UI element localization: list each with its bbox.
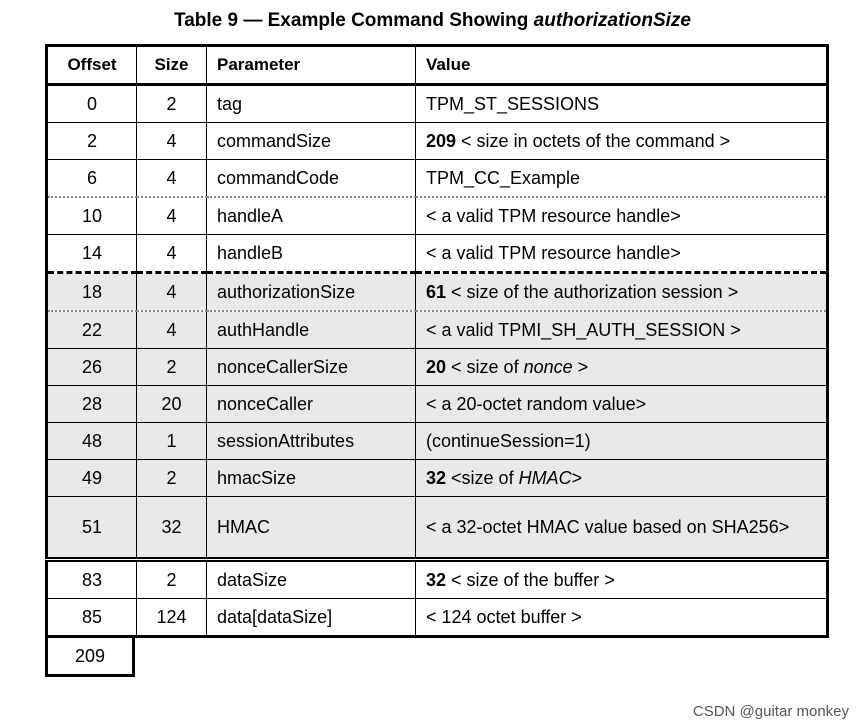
- offset-cell: 10: [47, 197, 137, 235]
- size-cell: 32: [137, 497, 207, 560]
- value-text: < size of the buffer >: [446, 569, 615, 590]
- offset-cell: 26: [47, 349, 137, 386]
- parameter-cell: handleA: [207, 197, 416, 235]
- header-parameter: Parameter: [207, 46, 416, 85]
- value-text: < a valid TPM resource handle>: [426, 205, 681, 226]
- command-table: [45, 44, 829, 638]
- value-cell: [416, 273, 828, 312]
- table-row: [47, 460, 828, 497]
- parameter-cell: nonceCaller: [207, 386, 416, 423]
- value-cell: [416, 386, 828, 423]
- size-cell: 2: [137, 460, 207, 497]
- parameter-cell: authorizationSize: [207, 273, 416, 312]
- total-offset: 209: [74, 645, 106, 666]
- value-text: < a valid TPMI_SH_AUTH_SESSION >: [426, 319, 741, 340]
- table-row: [47, 197, 828, 235]
- table-row: [47, 123, 828, 160]
- value-cell: [416, 497, 828, 560]
- size-cell: 4: [137, 273, 207, 312]
- size-cell: 124: [137, 599, 207, 637]
- size-cell: 4: [137, 235, 207, 273]
- value-text: < size of: [446, 356, 524, 377]
- size-cell: 2: [137, 85, 207, 123]
- offset-cell: 18: [47, 273, 137, 312]
- value-text: (continueSession=1): [426, 430, 591, 451]
- offset-cell: 2: [47, 123, 137, 160]
- parameter-cell: dataSize: [207, 560, 416, 599]
- parameter-cell: authHandle: [207, 311, 416, 349]
- offset-cell: 48: [47, 423, 137, 460]
- offset-cell: 28: [47, 386, 137, 423]
- value-cell: [416, 160, 828, 198]
- header-offset: Offset: [47, 46, 137, 85]
- size-cell: 1: [137, 423, 207, 460]
- value-text: TPM_ST_SESSIONS: [426, 93, 600, 114]
- value-text: < 124 octet buffer >: [426, 606, 582, 627]
- table-row: [47, 560, 828, 599]
- offset-cell: 51: [47, 497, 137, 560]
- parameter-cell: commandCode: [207, 160, 416, 198]
- total-row: [45, 638, 135, 677]
- offset-cell: 14: [47, 235, 137, 273]
- table-row: [47, 349, 828, 386]
- table-row: [47, 386, 828, 423]
- parameter-cell: sessionAttributes: [207, 423, 416, 460]
- offset-cell: 0: [47, 85, 137, 123]
- value-cell: [416, 197, 828, 235]
- value-text: < a 32-octet HMAC value based on SHA256>: [426, 517, 790, 537]
- value-text: <size of: [446, 467, 519, 488]
- parameter-cell: HMAC: [207, 497, 416, 560]
- value-cell: [416, 311, 828, 349]
- value-bold: 32: [426, 569, 447, 590]
- size-cell: 2: [137, 349, 207, 386]
- offset-cell: 83: [47, 560, 137, 599]
- table-row: [47, 599, 828, 637]
- value-cell: [416, 460, 828, 497]
- parameter-cell: nonceCallerSize: [207, 349, 416, 386]
- value-text: < size of the authorization session >: [446, 281, 739, 302]
- offset-cell: 22: [47, 311, 137, 349]
- table-row: [47, 311, 828, 349]
- value-bold: 32: [426, 467, 447, 488]
- table-row: [47, 423, 828, 460]
- size-cell: 20: [137, 386, 207, 423]
- size-cell: 4: [137, 197, 207, 235]
- value-cell: [416, 123, 828, 160]
- parameter-cell: commandSize: [207, 123, 416, 160]
- parameter-cell: handleB: [207, 235, 416, 273]
- value-italic: HMAC: [518, 467, 572, 488]
- value-suffix: >: [571, 467, 583, 488]
- header-row: [47, 46, 828, 85]
- value-cell: [416, 560, 828, 599]
- value-cell: [416, 599, 828, 637]
- table-row: [47, 497, 828, 560]
- header-size: Size: [137, 46, 207, 85]
- parameter-cell: tag: [207, 85, 416, 123]
- offset-cell: 6: [47, 160, 137, 198]
- value-suffix: >: [572, 356, 589, 377]
- table-row: [47, 160, 828, 198]
- table-row: [47, 85, 828, 123]
- value-italic: nonce: [523, 356, 573, 377]
- caption-prefix: Table 9 — Example Command Showing: [174, 10, 534, 31]
- parameter-cell: data[dataSize]: [207, 599, 416, 637]
- offset-cell: 49: [47, 460, 137, 497]
- watermark: CSDN @guitar monkey: [692, 703, 849, 720]
- table-caption: [0, 10, 865, 32]
- table-row: [47, 235, 828, 273]
- value-bold: 209: [426, 130, 457, 151]
- value-cell: [416, 85, 828, 123]
- size-cell: 4: [137, 123, 207, 160]
- size-cell: 2: [137, 560, 207, 599]
- value-cell: [416, 235, 828, 273]
- value-bold: 20: [426, 356, 447, 377]
- value-text: < size in octets of the command >: [456, 130, 731, 151]
- value-cell: [416, 423, 828, 460]
- offset-cell: 85: [47, 599, 137, 637]
- value-text: < a valid TPM resource handle>: [426, 242, 681, 263]
- size-cell: 4: [137, 160, 207, 198]
- header-value: Value: [416, 46, 828, 85]
- value-text: TPM_CC_Example: [426, 167, 581, 188]
- parameter-cell: hmacSize: [207, 460, 416, 497]
- value-bold: 61: [426, 281, 447, 302]
- caption-italic: authorizationSize: [533, 10, 691, 31]
- value-cell: [416, 349, 828, 386]
- table-row: [47, 273, 828, 312]
- command-table-container: [45, 44, 826, 677]
- value-text: < a 20-octet random value>: [426, 393, 647, 414]
- size-cell: 4: [137, 311, 207, 349]
